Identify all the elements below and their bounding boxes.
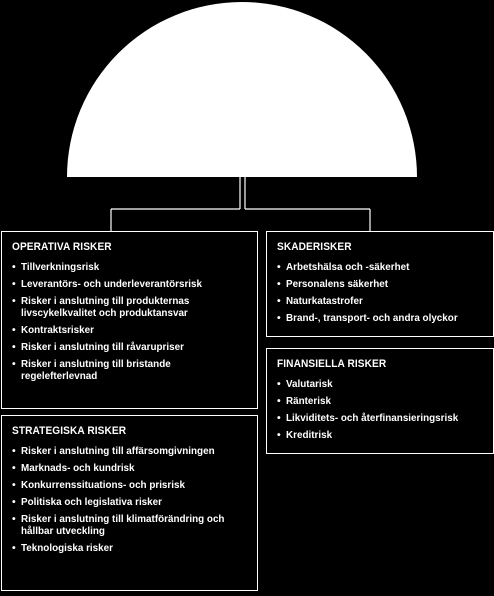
list-item: • Politiska och legislativa risker (12, 496, 249, 508)
umbrella-dome (67, 2, 417, 177)
strategiska-risker-title: STRATEGISKA RISKER (12, 425, 127, 437)
finansiella-risker-box (266, 348, 494, 454)
list-item: • Risker i anslutning till bristande regelefterlevnad (12, 358, 249, 382)
list-item: • Marknads- och kundrisk (12, 462, 249, 474)
strategiska-risker-list (12, 445, 249, 554)
finansiella-risker-title: FINANSIELLA RISKER (277, 358, 387, 370)
list-item: • Brand-, transport- och andra olyckor (277, 312, 485, 324)
list-item: • Risker i anslutning till klimatförändring och hållbar utveckling (12, 513, 249, 537)
list-item: • Leverantörs- och underleverantörsrisk (12, 278, 249, 290)
operativa-risker-list (12, 261, 249, 382)
list-item: • Teknologiska risker (12, 542, 249, 554)
skaderisker-title: SKADERISKER (277, 241, 352, 253)
list-item: • Kontraktsrisker (12, 324, 249, 336)
list-item: • Risker i anslutning till produkternas livscykelkvalitet och produktansvar (12, 295, 249, 319)
list-item: • Likviditets- och återfinansieringsrisk (277, 412, 485, 424)
list-item: • Risker i anslutning till affärsomgivningen (12, 445, 249, 457)
skaderisker-box (266, 231, 494, 337)
list-item: • Risker i anslutning till råvarupriser (12, 341, 249, 353)
list-item: • Kreditrisk (277, 429, 485, 441)
list-item: • Naturkatastrofer (277, 295, 485, 307)
strategiska-risker-box (1, 415, 258, 591)
connector-lines (111, 177, 370, 231)
list-item: • Arbetshälsa och -säkerhet (277, 261, 485, 273)
list-item: • Konkurrenssituations- och prisrisk (12, 479, 249, 491)
skaderisker-list (277, 261, 485, 324)
finansiella-risker-list (277, 378, 485, 441)
operativa-risker-title: OPERATIVA RISKER (12, 241, 112, 253)
list-item: • Valutarisk (277, 378, 485, 390)
list-item: • Tillverkningsrisk (12, 261, 249, 273)
operativa-risker-box (1, 231, 258, 409)
list-item: • Ränterisk (277, 395, 485, 407)
list-item: • Personalens säkerhet (277, 278, 485, 290)
